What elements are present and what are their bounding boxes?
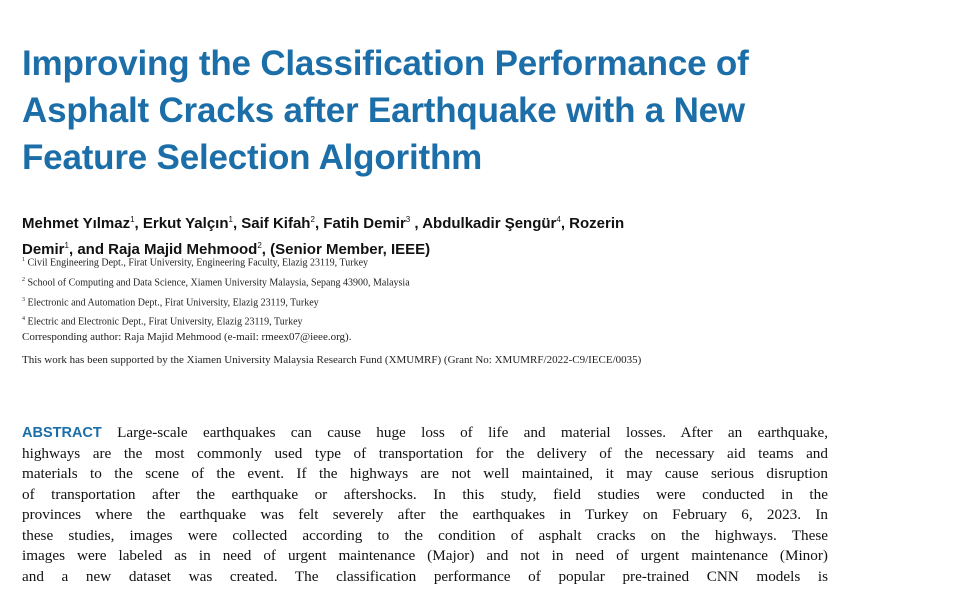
author-affiliation-mark: 3 (405, 215, 411, 224)
author-name: Fatih Demir (323, 215, 406, 232)
author-name: Abdulkadir Şengür (422, 215, 557, 232)
author-name: Demir (22, 241, 65, 258)
author-affiliation-mark: 4 (556, 215, 561, 224)
abstract-line: of transportation after the earthquake or aftershocks. In this study, field studies were conducted in the (22, 485, 828, 503)
affiliation: $^3$ Electronic and Automation Dept., Firat University, Elazig 23119, Turkey (22, 296, 319, 308)
abstract-line: highways are the most commonly used type of transportation for the delivery of the necessary aid teams and (22, 444, 828, 462)
affiliations (22, 252, 410, 331)
abstract-line: and a new dataset was created. The classification performance of popular pre-trained CNN models is (22, 567, 828, 585)
author-separator: , (134, 215, 143, 232)
author-affiliation-mark: 2 (257, 241, 262, 250)
author-separator: , (232, 215, 242, 232)
author-separator: , Rozerin (560, 215, 625, 232)
author-separator: , (Senior Member, IEEE) (261, 241, 431, 258)
abstract-line: provinces where the earthquake was felt severely after the earthquakes in Turkey on February 6, 2023. In (22, 506, 828, 523)
abstract-line: materials to the scene of the event. If the highways are not well maintained, it may cause serious disruption (22, 465, 828, 482)
affiliation: $^2$ School of Computing and Data Science, Xiamen University Malaysia, Sepang 43900, Malaysia (22, 276, 410, 289)
author-line (22, 209, 902, 235)
author-affiliation-mark: 1 (64, 241, 69, 250)
author-affiliation-mark: 2 (310, 215, 315, 224)
author-affiliation-mark: 1 (130, 215, 135, 224)
author-separator: , and (68, 241, 109, 258)
abstract-line: these studies, images were collected according to the condition of asphalt cracks on the highways. These (22, 526, 828, 544)
author-affiliation-mark: 1 (228, 215, 233, 224)
affiliation: $^1$ Civil Engineering Dept., Firat University, Engineering Faculty, Elazig 23119, Turkey (22, 257, 369, 269)
author-separator: , (314, 215, 324, 232)
paper-title (22, 40, 922, 181)
title-line: Feature Selection Algorithm (22, 138, 483, 177)
title-line: Asphalt Cracks after Earthquake with a New (22, 91, 745, 130)
abstract-line: images were labeled as in need of urgent maintenance (Major) and not in need of urgent maintenance (Minor) (22, 547, 828, 564)
funding-note: This work has been supported by the Xiamen University Malaysia Research Fund (XMUMRF) (Grant No: XMUMRF/2022-C9/IECE/0035) (22, 354, 642, 366)
author-name: Raja Majid Mehmood (108, 241, 258, 258)
title-line: Improving the Classification Performance of (22, 44, 749, 83)
author-name: Mehmet Yılmaz (22, 215, 131, 232)
author-name: Erkut Yalçın (142, 215, 229, 232)
abstract-line: ABSTRACT Large-scale earthquakes can cause huge loss of life and material losses. After an earthquake, (22, 424, 828, 441)
corresponding-author: Corresponding author: Raja Majid Mehmood (e-mail: rmeex07@ieee.org). (22, 331, 352, 343)
affiliation: $^4$ Electric and Electronic Dept., Firat University, Elazig 23119, Turkey (22, 316, 303, 328)
author-name: Saif Kifah (241, 215, 311, 232)
author-separator: , (410, 215, 423, 232)
abstract (22, 423, 828, 587)
abstract-label: ABSTRACT (22, 425, 102, 441)
